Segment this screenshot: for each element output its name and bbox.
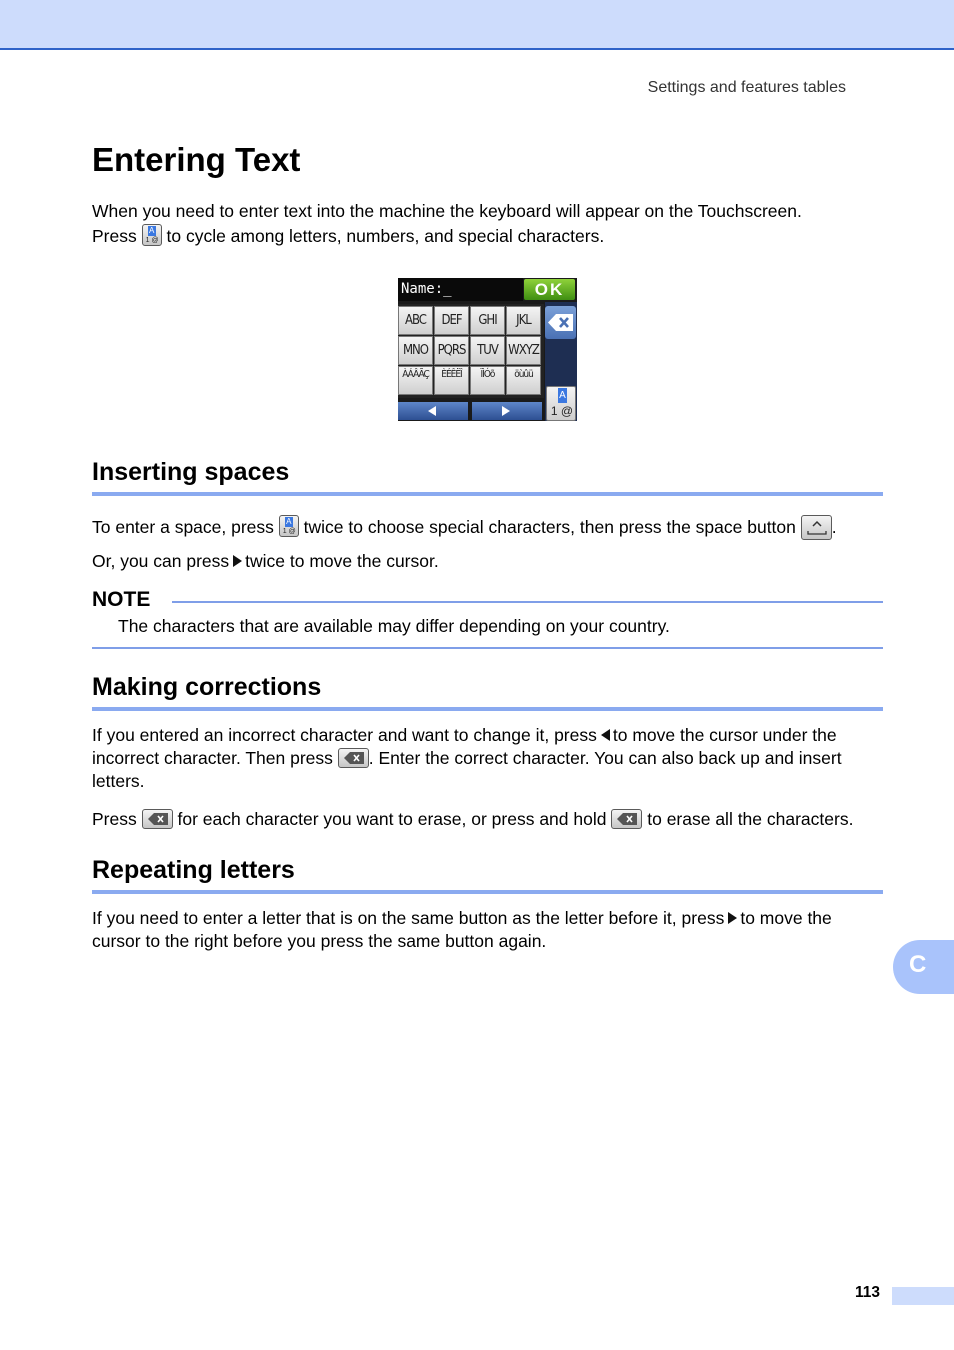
intro-line-2 [92,224,884,249]
body-text: to move the cursor under the incorrect character. Then press [92,725,837,768]
heading-repeating-letters: Repeating letters [92,856,883,894]
key-def: DEF [434,306,469,335]
body-text: Or, you can press [92,551,230,571]
mode-key-top: A [559,390,566,401]
left-arrow-icon [601,729,610,741]
making-corrections-paragraph-2 [92,807,884,832]
right-arrow-icon [728,912,737,924]
running-head: Settings and features tables [647,79,846,96]
touchscreen-keyboard-illustration [398,278,577,421]
backspace-icon [142,809,173,829]
space-button-icon [801,515,832,540]
keypad [398,304,544,398]
mode-toggle-icon: A 1 @ [279,515,299,537]
body-text: . [831,517,837,537]
key-abc: ABC [398,306,433,335]
name-input-display: Name:_ [398,278,523,301]
inserting-spaces-paragraph-1 [92,515,884,540]
appendix-tab: C [893,940,954,994]
intro-paragraph [92,199,884,249]
arrow-right-icon [501,406,511,416]
note-bottom-divider [92,647,883,649]
right-arrow-icon [233,555,242,567]
heading-making-corrections: Making corrections [92,673,883,711]
making-corrections-paragraph-1 [92,724,884,793]
key-accent-i: ÏÌÓõ [470,366,505,395]
body-text: to move the cursor to the right before you press the same button again. [92,908,832,951]
note-divider [172,601,883,603]
body-text: To enter a space, press [92,517,274,537]
body-text: If you need to enter a letter that is on the same button as the letter before it, press [92,908,725,928]
key-jkl: JKL [506,306,541,335]
body-text: If you entered an incorrect character and want to change it, press [92,725,597,745]
key-tuv: TUV [470,336,505,365]
page-number-bar [892,1287,954,1305]
key-mno: MNO [398,336,433,365]
arrow-left-icon [427,406,437,416]
key-accent-o: öùûü [506,366,541,395]
note-text: The characters that are available may differ depending on your country. [118,616,670,636]
body-text: for each character you want to erase, or press and hold [177,809,607,829]
backspace-icon [548,314,574,331]
mode-key-bottom: 1 @ [550,404,574,418]
key-ghi: GHI [470,306,505,335]
ok-button: OK [524,279,575,300]
backspace-key [545,306,576,339]
inserting-spaces-paragraph-2 [92,549,884,574]
cursor-right-key [472,402,542,420]
mode-key [546,386,576,421]
body-text: Press [92,809,137,829]
top-header-band [0,0,954,50]
cursor-left-key [398,402,468,420]
body-text: twice to move the cursor. [245,551,439,571]
page-title: Entering Text [92,141,301,178]
page-number: 113 [855,1284,881,1301]
backspace-icon [611,809,642,829]
note-label: NOTE [92,588,151,611]
key-pqrs: PQRS [434,336,469,365]
intro-line-1: When you need to enter text into the machine the keyboard will appear on the Touchscreen. [92,201,802,221]
side-keys [545,302,577,421]
repeating-letters-paragraph [92,907,884,953]
key-accent-e: ÈÉÊËÎ [434,366,469,395]
key-accent-a: ÀÁÂÃÇ [398,366,433,395]
key-wxyz: WXYZ [506,336,541,365]
body-text: . Enter the correct character. You can also back up and insert letters. [92,748,842,791]
body-text: twice to choose special characters, then press the space button [303,517,796,537]
mode-toggle-icon: A 1 @ [142,224,162,246]
heading-inserting-spaces: Inserting spaces [92,458,883,496]
body-text: to erase all the characters. [647,809,854,829]
backspace-icon [338,748,369,768]
intro-text: to cycle among letters, numbers, and special characters. [166,226,605,246]
intro-text: Press [92,226,137,246]
